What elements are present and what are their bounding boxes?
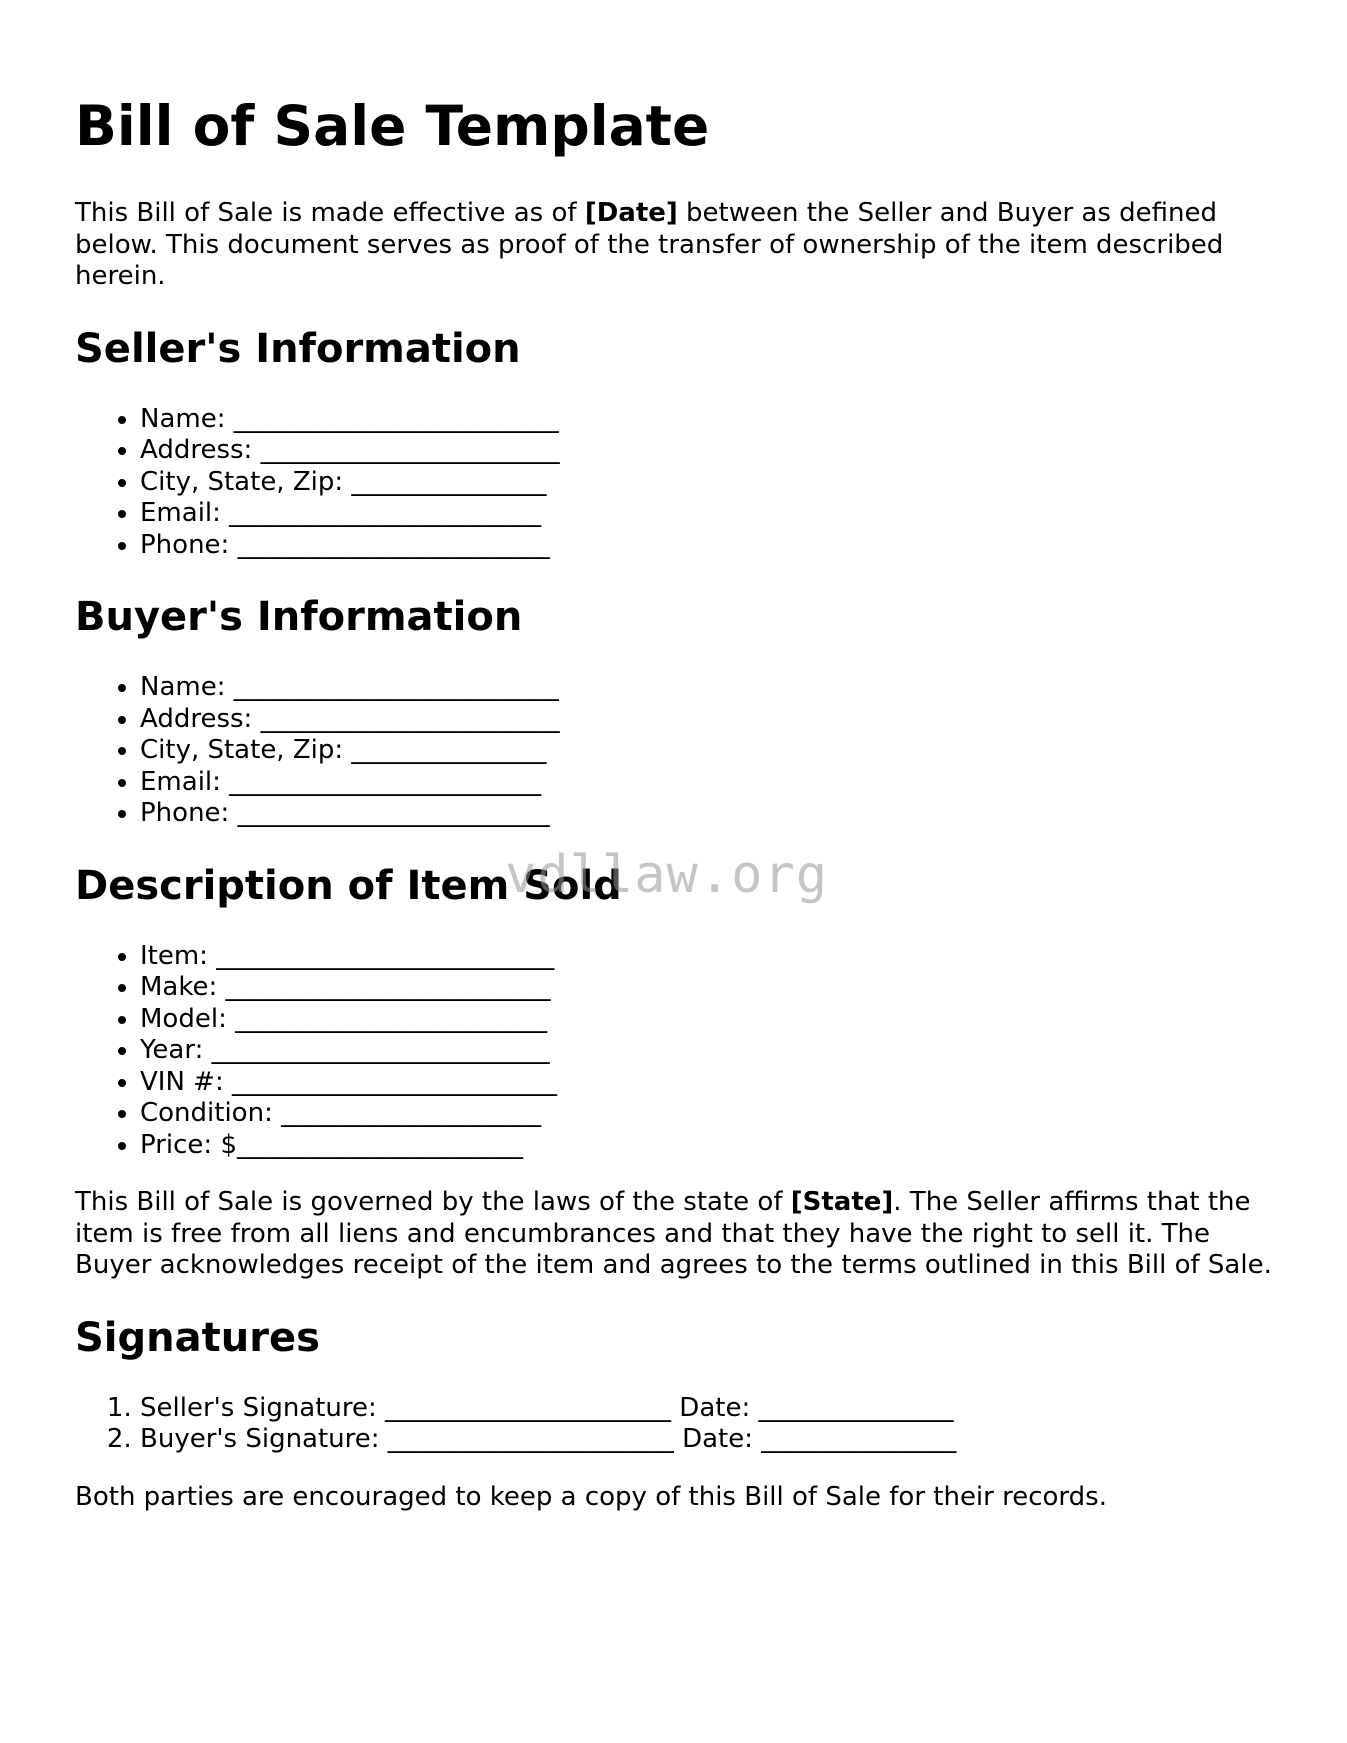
list-item [140, 404, 1285, 436]
buyer-email-field: Email: ________________________ [140, 766, 542, 797]
intro-paragraph [75, 198, 1285, 293]
vin-field: VIN #: _________________________ [140, 1066, 557, 1097]
make-field: Make: _________________________ [140, 972, 551, 1002]
model-field: Model: ________________________ [140, 1003, 548, 1034]
intro-text-start: This Bill of Sale is made effective as of [75, 198, 585, 228]
seller-email-field: Email: ________________________ [140, 498, 542, 528]
closing-paragraph: Both parties are encouraged to keep a copy of this Bill of Sale for their records. [75, 1481, 1107, 1512]
year-field: Year: __________________________ [140, 1035, 550, 1065]
list-item [140, 1130, 1285, 1162]
item-field: Item: __________________________ [140, 940, 555, 971]
list-item [140, 798, 1285, 830]
signatures-list [75, 1393, 1285, 1456]
list-item [140, 1393, 1285, 1425]
list-item [140, 435, 1285, 467]
state-placeholder: [State] [790, 1187, 894, 1217]
governing-text-end: . The Seller affirms that the item is free from all liens and encumbrances and that they have the right to sell it. The Buyer acknowledges receipt of the item and agrees to the terms outlined in this Bill of Sale. [75, 1187, 1272, 1280]
buyer-phone-field: Phone: ________________________ [140, 798, 550, 828]
list-item [140, 467, 1285, 499]
seller-name-field: Name: _________________________ [140, 403, 559, 434]
list-item [140, 1424, 1285, 1456]
page-title: Bill of Sale Template [75, 94, 710, 158]
buyer-list [75, 672, 1285, 830]
item-heading: Description of Item Sold [75, 862, 622, 909]
watermark: vdllaw.org [505, 845, 829, 905]
list-item [140, 704, 1285, 736]
list-item [140, 498, 1285, 530]
seller-list [75, 404, 1285, 562]
seller-signature-line: Seller's Signature: ______________________ Date: _______________ [140, 1392, 954, 1423]
buyer-signature-line: Buyer's Signature: ______________________ Date: _______________ [140, 1424, 957, 1454]
buyer-city-field: City, State, Zip: _______________ [140, 735, 547, 765]
list-item [140, 767, 1285, 799]
list-item [140, 1004, 1285, 1036]
list-item [140, 672, 1285, 704]
seller-phone-field: Phone: ________________________ [140, 529, 550, 560]
price-field: Price: $______________________ [140, 1129, 523, 1160]
buyer-heading: Buyer's Information [75, 594, 523, 640]
governing-text-start: This Bill of Sale is governed by the laws of the state of [75, 1187, 791, 1217]
item-list [75, 941, 1285, 1162]
list-item [140, 941, 1285, 973]
list-item [140, 1035, 1285, 1067]
list-item [140, 735, 1285, 767]
date-placeholder: [Date] [584, 198, 678, 228]
intro-text-end: between the Seller and Buyer as defined below. This document serves as proof of the transfer of ownership of the item described herein. [75, 198, 1224, 291]
signatures-heading: Signatures [75, 1314, 320, 1361]
list-item [140, 530, 1285, 562]
seller-city-field: City, State, Zip: _______________ [140, 466, 547, 497]
seller-address-field: Address: _______________________ [140, 435, 560, 465]
list-item [140, 1098, 1285, 1130]
condition-field: Condition: ____________________ [140, 1098, 542, 1128]
document-page [75, 0, 1285, 1513]
seller-heading: Seller's Information [75, 325, 521, 372]
buyer-name-field: Name: _________________________ [140, 672, 559, 702]
governing-law-paragraph [75, 1187, 1285, 1282]
list-item [140, 972, 1285, 1004]
list-item [140, 1067, 1285, 1099]
buyer-address-field: Address: _______________________ [140, 703, 560, 734]
